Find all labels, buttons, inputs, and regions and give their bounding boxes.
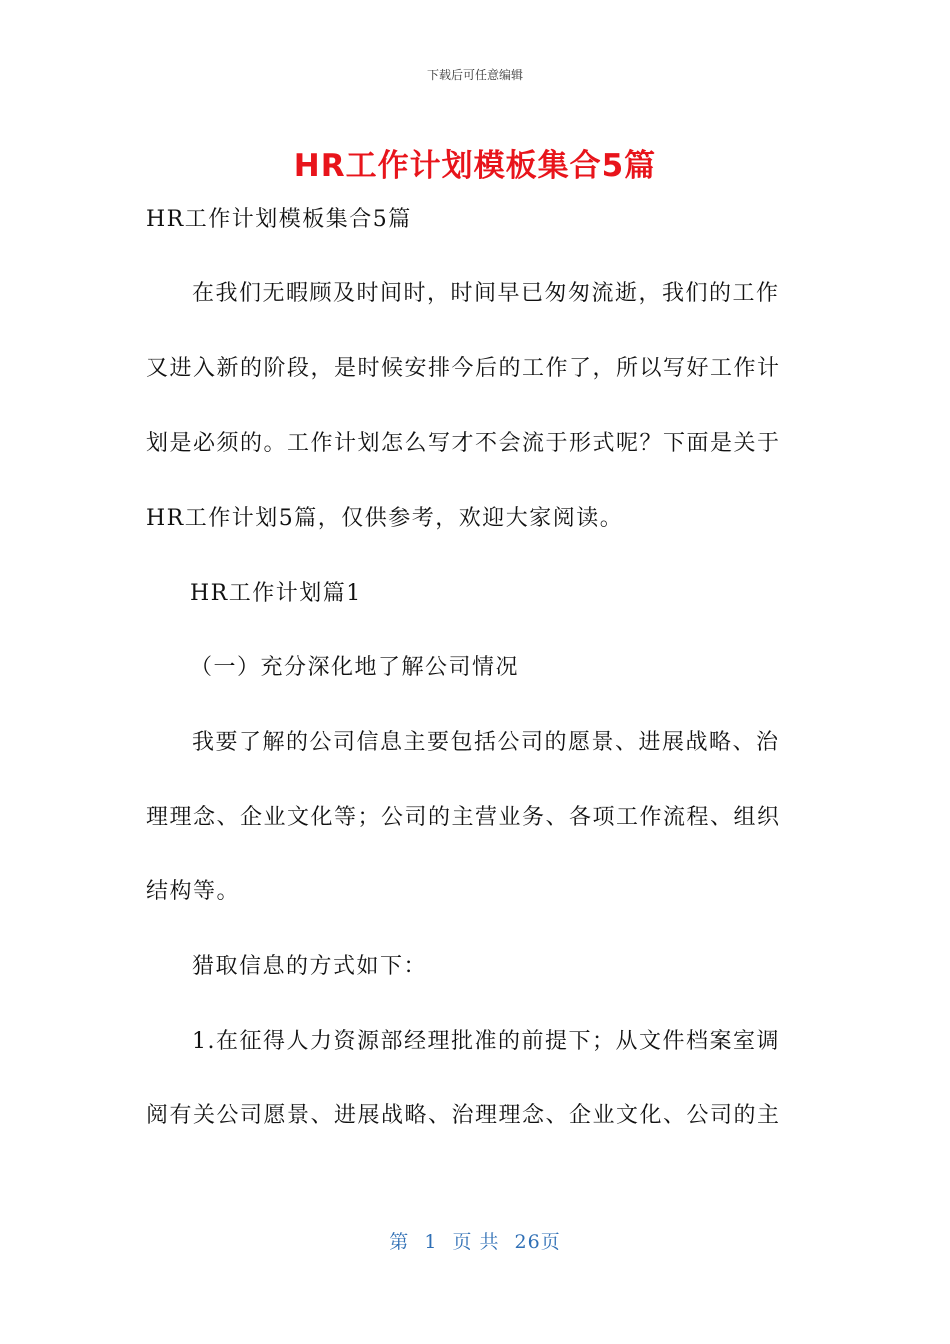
paragraph-line: 1.在征得人力资源部经理批准的前提下；从文件档案室调 [192,1029,780,1054]
paragraph-line: 划是必须的。工作计划怎么写才不会流于形式呢？下面是关于 [146,431,781,456]
footer-prefix: 第 [389,1231,410,1253]
paragraph-line: 理理念、企业文化等；公司的主营业务、各项工作流程、组织 [146,805,781,830]
subtitle-line: HR工作计划模板集合5篇 [146,207,412,232]
document-title: HR工作计划模板集合5篇 [293,148,657,184]
footer-page-number: 1 [424,1231,438,1253]
footer-total: 26页 [514,1231,561,1253]
page-footer [0,1227,950,1254]
paragraph-line: 阅有关公司愿景、进展战略、治理理念、企业文化、公司的主 [146,1103,781,1128]
paragraph-line: 又进入新的阶段，是时候安排今后的工作了，所以写好工作计 [146,356,781,381]
header-note: 下载后可任意编辑 [426,68,523,82]
subsection-heading: （一）充分深化地了解公司情况 [190,655,520,680]
paragraph-line: HR工作计划5篇，仅供参考，欢迎大家阅读。 [146,506,624,531]
paragraph-line: 在我们无暇顾及时间时，时间早已匆匆流逝，我们的工作 [192,281,780,306]
paragraph-line: 猎取信息的方式如下： [192,954,428,979]
footer-mid: 页 共 [452,1231,500,1253]
paragraph-line: 结构等。 [146,879,241,904]
section-heading: HR工作计划篇1 [190,581,362,606]
paragraph-line: 我要了解的公司信息主要包括公司的愿景、进展战略、治 [192,730,780,755]
